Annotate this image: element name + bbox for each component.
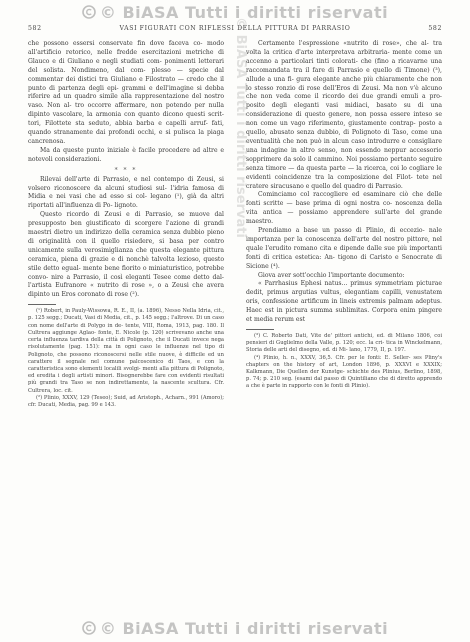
paragraph: Cominciamo col raccogliere ed esaminare ciò che delle fonti scritte — base prima di ogni nostra co- noscenza della vita antica — possiamo apprendere sull'arte del grande maestro.: [246, 191, 442, 226]
watermark-text: © BiASA Tutti i diritti riservati: [232, 17, 248, 238]
left-column: [28, 40, 224, 409]
paragraph: che possono essersi conservate fin dove faceva co- modo all'artificio retorico, nelle fredde esercitazioni metriche di Glauco e di Giuliano e negli studiati com- ponimenti letterari del solista. Nondimeno, dal com- plesso — specie dal commentar dei distici tra Giuliano e Filostrato — credo che il punto di partenza degli epi- grammi e dell'imagine si debba riferire ad un quadro simile alla rappresentazione del nostro vaso. Non al- tro occorre affermare, non potendo per nulla dipinto vascolare, la armonia con quanto dicono questi scrit- tori, Filottete sta seduto, abbia barba e capelli arruf- fati, quando stranamente dai profondi occhi, e si pulisca la piaga cancrenosa.: [28, 40, 224, 145]
running-title: VASI FIGURATI CON RIFLESSI DELLA PITTURA DI PARRASIO: [119, 24, 351, 32]
section-separator: * * *: [114, 166, 138, 174]
footnote: (¹) Robert, in Pauly-Wissowa, R. E., II, (a. 1896), Nesso Nella Idria, cit., p. 125 segg.; Ducati, Vasi di Media, cit., p. 145 segg.; l'altrove. Di un caso con nome dell'arte di Polygo in de- tente, VIII, Roma, 1913, pag. 180. Il Cultrera aggiunge Aglao- fonte, E. Nicole (p. 120) scrivevano anche una certa influenza tardiva della città di Polignoto, che il Ducati invece nega risolutamente (pag. 151): ma in ogni caso le influenze nel tipo di Polignoto, che possono riconoscersi nelle stile nuove, è difficile ed un carattere il segnale nel comune palcoscenico di Taos, e con la caratteristica sono elementi localili svolgi- menti alla pittura di Polignoto, ed eredita i degli artisti minori. Bisognerebbe fare con evidenti risultati più grandi tra Taso se non indirettamente, la nascente scultura. Cfr. Cultrera, loc. cit.: [28, 308, 224, 394]
running-header: [28, 22, 442, 34]
watermark-text: © BiASA Tutti i diritti riservati: [99, 2, 389, 22]
paragraph: Giova aver sott'occhio l'importante documento:: [258, 271, 405, 279]
footnote: (²) Plinio, XXXV, 129 (Teseo); Suid, ad Aristoph., Acharn., 991 (Amoro); cfr. Ducati, Media, pag. 99 e 143.: [28, 394, 224, 408]
paragraph: Certamente l'espressione «nutrito di rose», che al- tra volta la critica d'arte interpretava arbitraria- mente come un accenno a particolari tinti colorati- che (fino a ricavarne una raccomandata tra il fare di Parrasio e quello di Timone) (³), allude a una fi- gura elegante anche più chiaramente che non lo stesso ronzio di rose dell'Eros di Zeusi. Ma non v'è alcuno che non veda come il ricordo dei due grandi emuli a pro- posito degli eleganti vasi midiaci, basato su di una considerazione di questo genere, non possa essere inteso se non come un vago riferimento, giustamente contrap- posto a quello, abusato senza dubbio, di Polignoto di Taso, come una eventualità che non può in alcun caso introdurre e consigliare una indagine in altro senso, non essendo neppur accessorio sopprimere da solo il cammino. Noi possiamo pertanto seguire senza timore — da questa parte — la ricerca, coi lo cogliare le evidenti coincidenze tra la composizione del Filot- tete nel cratere siracusano e quello del quadro di Parrasio.: [246, 40, 442, 190]
watermark-bottom: [0, 616, 470, 640]
page-number-left: 582: [28, 24, 42, 32]
quotation: « Parrhasius Ephesi natus... primus symmetriam picturae dedit, primus argutias vultus, elegantiam capilli, venustatem oris, confessione artificum in lineis extremis palmam adeptus. Haec est in pictura summa sublimitas. Corpora enim pingere et media rerum est: [246, 280, 442, 324]
paragraph: Prendiamo a base un passo di Plinio, di eccezio- nale importanza per la conoscenza dell'arte del nostro pittore, nel quale l'erudito romano cita e dipende dalle sue più importanti fonti di critica estetica: An- tigono di Caristo e Senocrate di Sicione (⁴).: [246, 227, 442, 270]
footnote-rule: [28, 304, 56, 305]
footnotes: [246, 333, 442, 391]
watermark-text: © BiASA Tutti i diritti riservati: [99, 618, 389, 638]
page-number-right: 582: [428, 24, 442, 32]
footnotes: [28, 308, 224, 409]
paragraph: Questo ricordo di Zeusi e di Parrasio, se muove dal presupposto ben giustificato di scorgere l'azione di grandi maestri dietro un indirizzo della ceramica senza dubbio pieno di originalità con il quello risiedere, si basa per contro unicamente sulla verosimiglianza che questa elegante pittura ceramica, piena di grazie e di nonchè talvolta lezioso, questo stile detto egual- mente bene fiorito o miniaturistico, potrebbe convo- nire a Parrasio, il così eleganti Tesee come detto dal- l'artista Eufranore « nutrito di rose », o a Zeusi che avera dipinto un Eros coronato di rose (²).: [28, 211, 224, 299]
paragraph: Rilevai dell'arte di Parrasio, e nel contempo di Zeusi, si volsero riconoscere da alcuni studiosi sul- l'idria famosa di Midia e nei vasi che ad esso si col- legano (¹), già da altri riportati all'influenza di Po- lignoto.: [28, 175, 224, 210]
copyright-icon: [82, 621, 96, 635]
copyright-icon: [82, 5, 96, 19]
right-column: [246, 40, 442, 391]
footnote: (⁴) Plinio, h. n., XXXV, 36,5. Cfr. per le fonti: E. Seller- ses Pliny's chapters on the history of art, London 1896, p. XXXVI e XXXIX; Kalkmann, Die Quellen der Kunstge- schichte des Plinius, Berlino, 1898, p. 74; p. 210 seg. (esami dal passo di Quintiliano che di diretto apprendo a che è parte in rapporto con le fonti di Plinio).: [246, 354, 442, 390]
footnote: (³) C. Roberto Dati, Vite de' pittori antichi, ed. di Milano 1806, coi pensieri di Guglielmo della Valle, p. 120; ecc. la cri- tica in Winckelmann, Storia delle arti del disegno, ed. di Mi- lano, 1779, II, p. 197.: [246, 333, 442, 354]
watermark-top: [0, 0, 470, 24]
paragraph: Ma da queste punto iniziale è facile procedere ad altre e notevoli considerazioni.: [28, 146, 224, 163]
footnote-rule: [246, 329, 274, 330]
